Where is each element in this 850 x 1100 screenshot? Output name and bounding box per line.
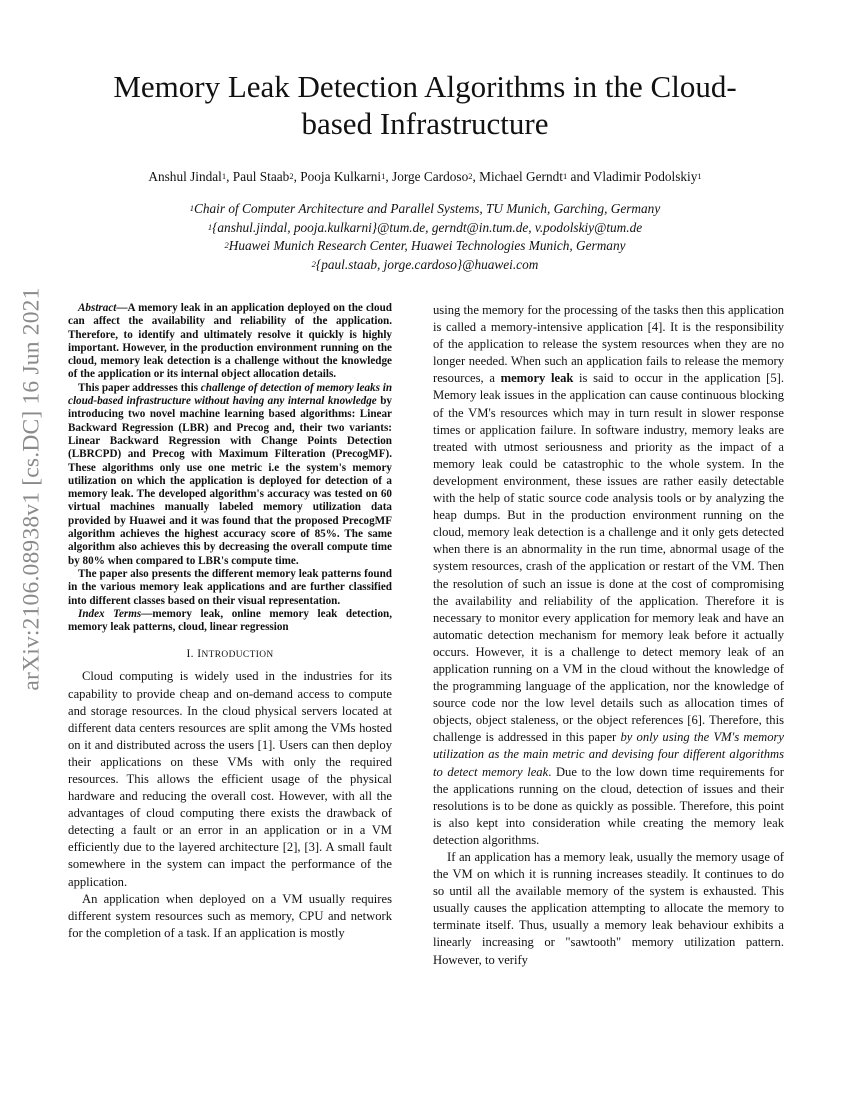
body-paragraph: If an application has a memory leak, usually the memory usage of the VM on which it is running increases steadily. It continues to do so until all the available memory of the system is exhausted. This usually causes the application attempting to allocate the memory to terminate itself. Thus, usually a memory leak behaviour exhibits a linearly increasing or "sawtooth" memory utilization pattern. However, to verify [433, 850, 784, 967]
abstract [68, 302, 392, 634]
arxiv-stamp [4, 284, 60, 694]
section-heading-introduction: I. INTRODUCTION [186, 648, 274, 661]
abstract-paragraph: The paper also presents the different memory leak patterns found in the various memory leak applications and are further classified into different classes based on their visual representation. [68, 567, 392, 607]
index-terms: Index Terms—memory leak, online memory leak detection, memory leak patterns, cloud, linear regression [68, 607, 392, 634]
intro-text-left [68, 668, 392, 942]
author: Paul Staab$^2$ [232, 169, 294, 184]
arxiv-stamp-text: arXiv:2106.08938v1 [cs.DC] 16 Jun 2021 [18, 287, 45, 691]
affiliations [60, 200, 790, 274]
left-column [68, 302, 392, 942]
author: Pooja Kulkarni$^1$ [300, 169, 386, 184]
body-paragraph: Cloud computing is widely used in the industries for its capability to provide cheap and on-demand access to compute and storage resources. In the cloud physical servers located at different data centers resources are split among the VMs hosted on it and distributed across the users [1]. Users can then deploy their applications on these VMs with only the required resources. This allows the efficient usage of the physical hardware and reducing the overall cost. However, with all the advantages of cloud computing there exists the drawback of detecting a fault or an error in an application or in a VM efficiently due to the layered architecture [2], [3]. A small fault somewhere in the system can impact the performance of the application. [68, 669, 392, 889]
author: Jorge Cardoso$^2$ [392, 169, 473, 184]
right-column [433, 302, 784, 969]
index-terms-label: Index Terms [78, 607, 142, 620]
abstract-paragraph: Abstract—A memory leak in an application deployed on the cloud can affect the availability and reliability of the application. Therefore, to identify and ultimately resolve it quickly is highly important. However, in the production environment running on the cloud, memory leak detection is a challenge without the knowledge of the application or its internal object allocation details. [68, 302, 392, 381]
author: Anshul Jindal$^1$ [148, 169, 227, 184]
affiliation-line: $^2$Huawei Munich Research Center, Huawei Technologies Munich, Germany [224, 238, 626, 253]
author: Vladimir Podolskiy$^1$ [592, 169, 702, 184]
abstract-label: Abstract [78, 302, 117, 314]
author-list: Anshul Jindal$^1$, Paul Staab$^2$, Pooja Kulkarni$^1$, Jorge Cardoso$^2$, Michael Gerndt$^1$ and Vladimir Podolskiy$^1$ [148, 169, 702, 184]
affiliation-line: $^1$Chair of Computer Architecture and Parallel Systems, TU Munich, Garching, Germany [189, 201, 661, 216]
affiliation-emails: $^1${anshul.jindal, pooja.kulkarni}@tum.de, gerndt@in.tum.de, v.podolskiy@tum.de [207, 219, 643, 235]
abstract-paragraph: This paper addresses this challenge of detection of memory leaks in cloud-based infrastructure without having any internal knowledge by introducing two novel machine learning based algorithms: Linear Backward Regression (LBR) and Precog and, their two variants: Linear Backward Regression with Change Points Detection (LBRCPD) and Precog with Maximum Filteration (PrecogMF). These algorithms only use one metric i.e the system's memory utilization on which the application is deployed for detection of a memory leak. The developed algorithm's accuracy was tested on 60 virtual machines manually labeled memory utilization data provided by Huawei and it was found that the proposed PrecogMF algorithm achieves the highest accuracy score of 85%. The same algorithm also achieves this by decreasing the overall compute time by 80% when compared to LBR's compute time. [68, 381, 393, 567]
affiliation-emails: $^2${paul.staab, jorge.cardoso}@huawei.com [311, 256, 539, 272]
body-paragraph: An application when deployed on a VM usually requires different system resources such as memory, CPU and network for the completion of a task. If an application is mostly [68, 891, 392, 940]
paper-title: Memory Leak Detection Algorithms in the Cloud-based Infrastructure [113, 69, 737, 141]
body-paragraph: using the memory for the processing of the tasks then this application is called a memory-intensive application [4]. It is the responsibility of the application to release the system resources when they are no longer needed. When such an application fails to release the memory resources, a memory leak is said to occur in the application [5]. Memory leak issues in the application can cause continuous blocking of the VM's resources which may in turn result in slower response times or application failure. In software industry, memory leaks are treated with utmost seriousness and priority as the impact of a memory leak could be catastrophic to the whole system. In the development environment, these issues are rather easily detectable with the help of static source code analysis tools or by analyzing the heap dumps. But in the production environment running on the cloud, memory leak detection is a challenge and it only gets detected when there is an abnormality in the run time, abnormal usage of the system resources, crash of the application or restart of the VM. Then the resolution of such an issue is done at the cost of compromising the availability and reliability of the application. Therefore it is necessary to monitor every application for memory leak and have an automatic detection mechanism for memory leak before it actually occurs. However, it is a challenge to detect memory leak of an application running on a VM in the cloud without the knowledge of the programming language of the application, nor the knowledge of source code nor the low level details such as allocation times of objects, object staleness, or the object references [6]. Therefore, this challenge is addressed in this paper by only using the VM's memory utilization as the main metric and devising four different algorithms to detect memory leak. Due to the low down time requirements for the applications running on the cloud, detection of issues and their resolutions is to be done as quickly as possible. Therefore, this point is also kept into consideration while creating the memory leak detection algorithms. [433, 303, 784, 847]
author: Michael Gerndt$^1$ [479, 169, 568, 184]
